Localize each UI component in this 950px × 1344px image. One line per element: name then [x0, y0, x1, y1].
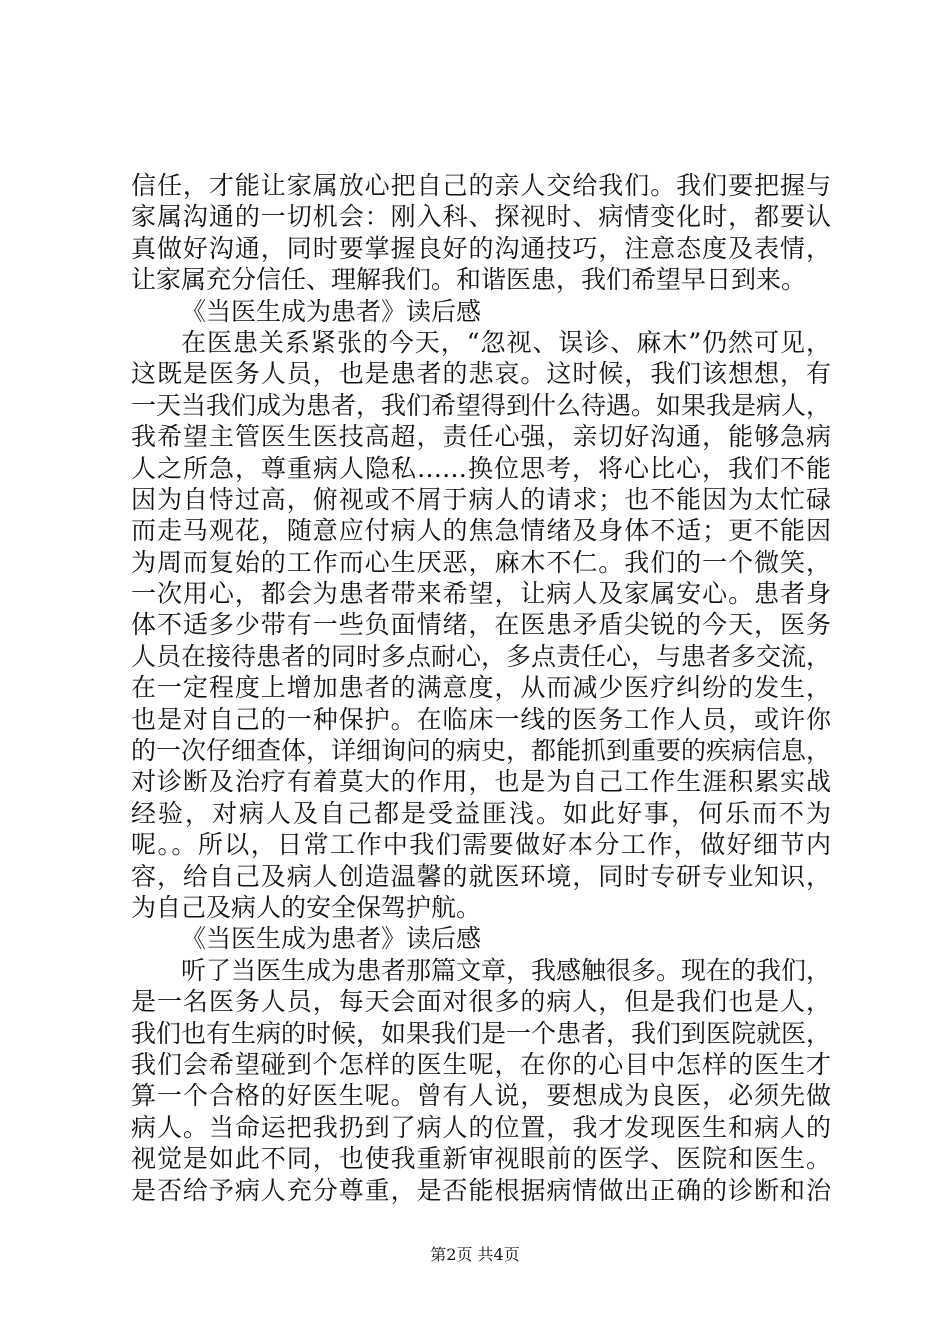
text-line: 让家属充分信任、理解我们。和谐医患，我们希望早日到来。 — [131, 265, 807, 295]
text-line: 的一次仔细查体，详细询问的病史，都能抓到重要的疾病信息， — [131, 736, 832, 766]
text-line: 是否给予病人充分尊重，是否能根据病情做出正确的诊断和治 — [131, 1175, 831, 1205]
text-line: 对诊断及治疗有着莫大的作用，也是为自己工作生涯积累实战 — [131, 767, 831, 797]
text-line: 在医患关系紧张的今天，“忽视、误诊、麻木”仍然可见， — [181, 327, 831, 357]
text-line: 这既是医务人员，也是患者的悲哀。这时候，我们该想想，有 — [131, 359, 831, 389]
text-line: 算一个合格的好医生呢。曾有人说，要想成为良医，必须先做 — [131, 1081, 831, 1111]
text-line: 信任，才能让家属放心把自己的亲人交给我们。我们要把握与 — [131, 171, 831, 200]
text-line: 病人。当命运把我扔到了病人的位置，我才发现医生和病人的 — [131, 1112, 831, 1142]
text-line: 真做好沟通，同时要掌握良好的沟通技巧，注意态度及表情， — [131, 233, 831, 263]
text-line: 家属沟通的一切机会：刚入科、探视时、病情变化时，都要认 — [131, 202, 831, 232]
text-line: 容，给自己及病人创造温馨的就医环境，同时专研专业知识， — [131, 861, 831, 891]
text-line: 而走马观花，随意应付病人的焦急情绪及身体不适；更不能因 — [131, 516, 831, 546]
text-line: 我们会希望碰到个怎样的医生呢，在你的心目中怎样的医生才 — [131, 1049, 831, 1079]
text-line: 为自己及病人的安全保驾护航。 — [131, 892, 482, 922]
text-line: 人员在接待患者的同时多点耐心，多点责任心，与患者多交流， — [131, 641, 832, 671]
page-footer: 第2页 共4页 — [430, 1245, 520, 1264]
text-line: 为周而复始的工作而心生厌恶，麻木不仁。我们的一个微笑， — [131, 547, 831, 577]
section-title: 《当医生成为患者》读后感 — [181, 924, 482, 954]
text-line: 视觉是如此不同，也使我重新审视眼前的医学、医院和医生。 — [131, 1144, 831, 1174]
section-title: 《当医生成为患者》读后感 — [181, 296, 482, 326]
text-line: 我希望主管医生医技高超，责任心强，亲切好沟通，能够急病 — [131, 422, 831, 452]
text-line: 因为自恃过高，俯视或不屑于病人的请求；也不能因为太忙碌 — [131, 484, 831, 514]
text-line: 呢。。所以，日常工作中我们需要做好本分工作，做好细节内 — [131, 830, 831, 860]
text-line: 是一名医务人员，每天会面对很多的病人，但是我们也是人， — [131, 987, 831, 1017]
text-line: 一天当我们成为患者，我们希望得到什么待遇。如果我是病人， — [131, 390, 832, 420]
text-line: 我们也有生病的时候，如果我们是一个患者，我们到医院就医， — [131, 1018, 832, 1048]
text-line: 听了当医生成为患者那篇文章，我感触很多。现在的我们， — [181, 955, 832, 985]
text-line: 一次用心，都会为患者带来希望，让病人及家属安心。患者身 — [131, 579, 831, 609]
text-line: 体不适多少带有一些负面情绪，在医患矛盾尖锐的今天，医务 — [131, 610, 831, 640]
text-line: 人之所急，尊重病人隐私……换位思考，将心比心，我们不能 — [131, 453, 831, 483]
text-line: 在一定程度上增加患者的满意度，从而减少医疗纠纷的发生， — [131, 673, 831, 703]
text-line: 也是对自己的一种保护。在临床一线的医务工作人员，或许你 — [131, 704, 831, 734]
document-body — [131, 170, 831, 1206]
text-line: 经验，对病人及自己都是受益匪浅。如此好事，何乐而不为 — [131, 798, 831, 828]
